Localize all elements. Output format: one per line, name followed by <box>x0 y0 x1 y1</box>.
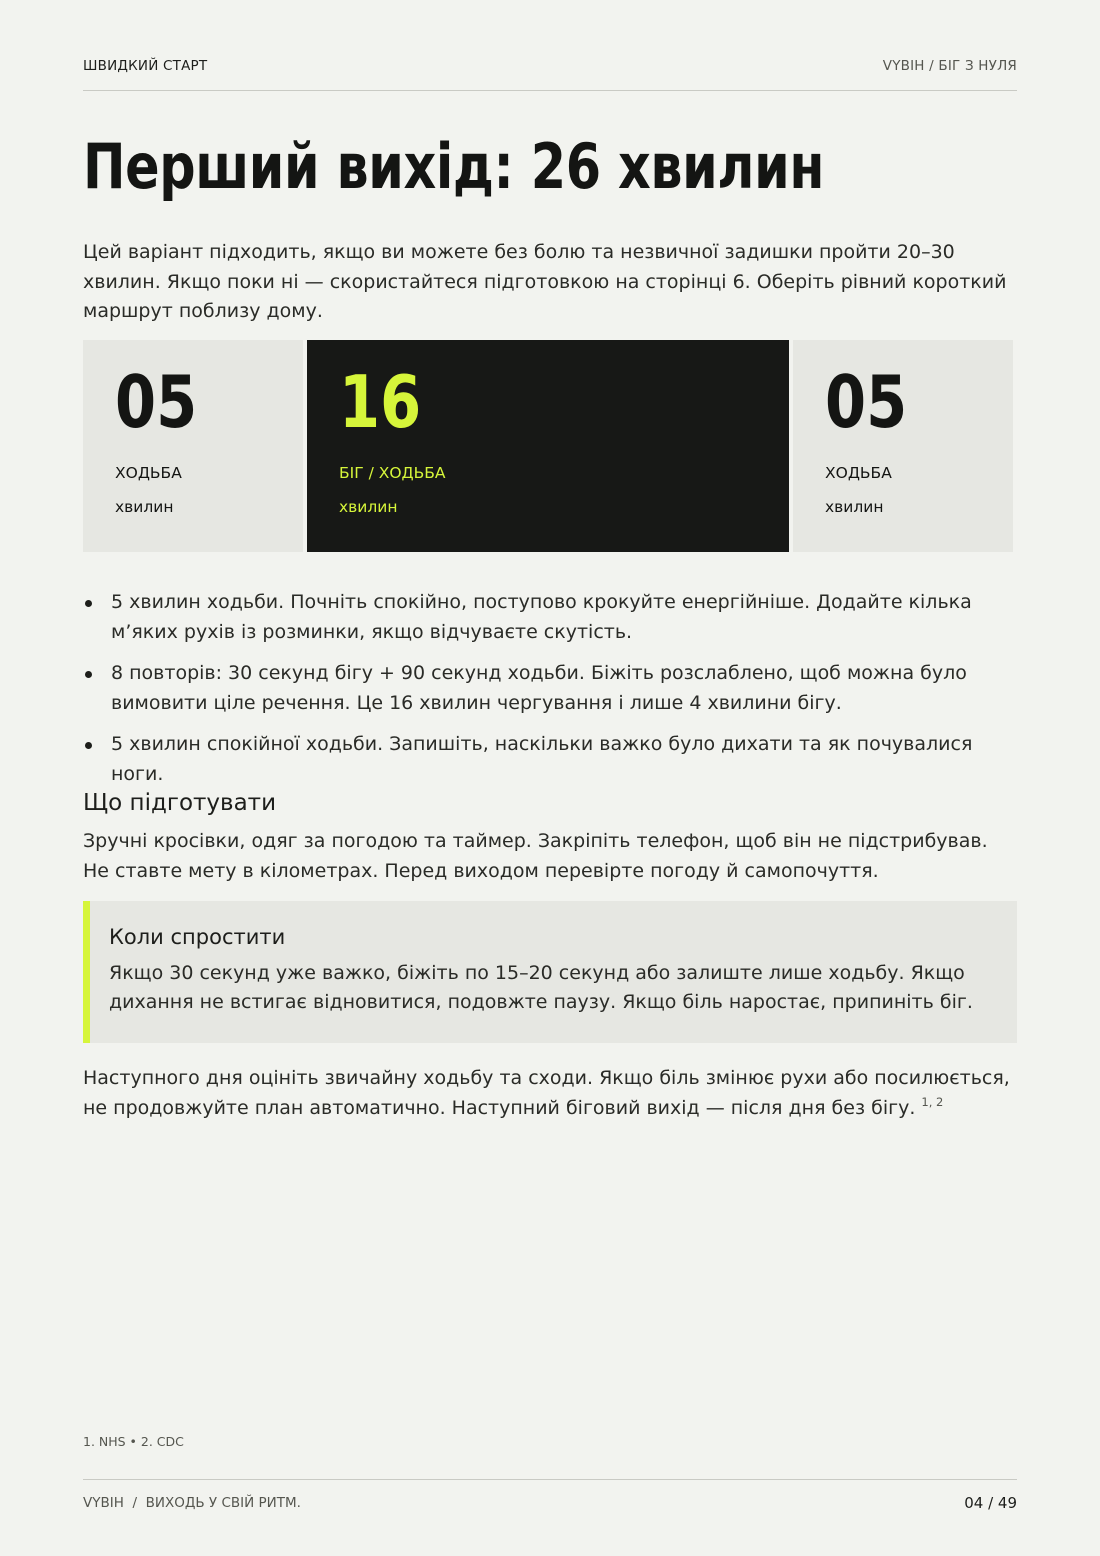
stat-label: БІГ / ХОДЬБА <box>339 464 446 482</box>
page <box>83 0 1017 1556</box>
step-text: 5 хвилин ходьби. Почніть спокійно, поступово крокуйте енергійніше. Додайте кілька м’яких рухів із розминки, якщо відчуваєте скутість. <box>111 591 972 643</box>
page-footer <box>83 1479 1017 1524</box>
callout-title: Коли спростити <box>109 925 286 949</box>
stat-value: 16 <box>339 360 422 444</box>
steps-list <box>83 588 1017 801</box>
list-item <box>83 730 1017 789</box>
stat-label: ХОДЬБА <box>825 464 892 482</box>
session-breakdown <box>83 340 1017 552</box>
section-label: ШВИДКИЙ СТАРТ <box>83 58 208 74</box>
step-text: 5 хвилин спокійної ходьби. Запишіть, наскільки важко було дихати та як почувалися ноги. <box>111 733 973 785</box>
brand-label: VYBIH / БІГ З НУЛЯ <box>882 58 1017 74</box>
prep-paragraph: Зручні кросівки, одяг за погодою та таймер. Закріпіть телефон, щоб він не підстрибував. Не ставте мету в кілометрах. Перед виходом перевірте погоду й самопочуття. <box>83 830 988 882</box>
stat-unit: хвилин <box>115 498 174 516</box>
bullet-icon <box>85 671 92 678</box>
stat-value: 05 <box>825 360 908 444</box>
stat-main <box>307 340 789 552</box>
bullet-icon <box>85 742 92 749</box>
running-header <box>83 58 1017 91</box>
next-day-text: Наступного дня оцініть звичайну ходьбу та сходи. Якщо біль змінює рухи або посилюється, не продовжуйте план автоматично. Наступний біговий вихід — після дня без бігу. <box>83 1067 1010 1119</box>
stat-unit: хвилин <box>825 498 884 516</box>
stat-value: 05 <box>115 360 198 444</box>
stat-unit: хвилин <box>339 498 398 516</box>
page-number: 04 / 49 <box>964 1494 1017 1512</box>
intro-paragraph: Цей варіант підходить, якщо ви можете без болю та незвичної задишки пройти 20–30 хвилин. Якщо поки ні — скористайтеся підготовкою на сторінці 6. Оберіть рівний короткий маршрут поблизу дому. <box>83 241 1007 322</box>
stat-label: ХОДЬБА <box>115 464 182 482</box>
stat-warmup <box>83 340 303 552</box>
step-text: 8 повторів: 30 секунд бігу + 90 секунд ходьби. Біжіть розслаблено, щоб можна було вимовити ціле речення. Це 16 хвилин чергування і лише 4 хвилини бігу. <box>111 662 967 714</box>
simplify-callout <box>83 901 1017 1043</box>
callout-text: Якщо 30 секунд уже важко, біжіть по 15–20 секунд або залиште лише ходьбу. Якщо дихання не встигає відновитися, подовжте паузу. Якщо біль наростає, припиніть біг. <box>109 962 973 1013</box>
reference-marks: 1, 2 <box>921 1094 944 1109</box>
page-title: Перший вихід: 26 хвилин <box>83 130 825 203</box>
stat-cooldown <box>793 340 1013 552</box>
next-day-paragraph <box>83 1064 1017 1123</box>
list-item <box>83 659 1017 718</box>
prep-heading: Що підготувати <box>83 790 277 816</box>
footer-tagline: VYBIH / ВИХОДЬ У СВІЙ РИТМ. <box>83 1495 301 1511</box>
footnotes: 1. NHS • 2. CDC <box>83 1434 184 1449</box>
bullet-icon <box>85 600 92 607</box>
list-item <box>83 588 1017 647</box>
